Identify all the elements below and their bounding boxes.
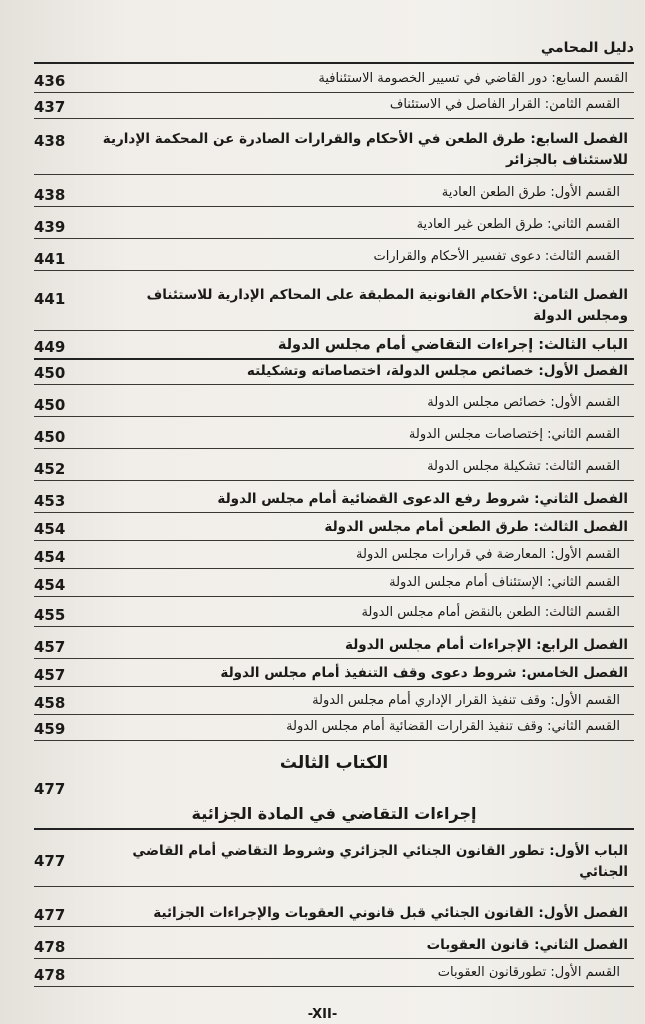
toc-entry bbox=[34, 330, 634, 360]
toc-entry-text: الفصل الثامن: الأحكام القانونية المطبقة على المحاكم الإدارية للاستئناف ومجلس الدولة bbox=[146, 287, 628, 324]
toc-entry-page: 478 bbox=[34, 938, 66, 956]
toc-entry bbox=[34, 358, 634, 385]
toc-entry-text: القسم الأول: المعارضة في قرارات مجلس الدولة bbox=[356, 547, 620, 562]
toc-entry bbox=[34, 740, 634, 776]
toc-entry bbox=[34, 714, 634, 741]
running-header bbox=[34, 38, 634, 64]
toc-entry-text: القسم الأول: وقف تنفيذ القرار الإداري أمام مجلس الدولة bbox=[312, 693, 620, 708]
toc-entry-page: 450 bbox=[34, 428, 66, 446]
toc-entry-page: 438 bbox=[34, 186, 66, 204]
toc-entry-page: 477 bbox=[34, 906, 66, 924]
toc-entry-text: القسم الثالث: دعوى تفسير الأحكام والقرارات bbox=[373, 249, 620, 264]
toc-entry-page: 436 bbox=[34, 72, 66, 90]
toc-entry bbox=[34, 568, 634, 597]
table-of-contents bbox=[34, 66, 634, 992]
toc-entry-text: الفصل السابع: طرق الطعن في الأحكام والقرارات الصادرة عن المحكمة الإدارية للاستئناف بالجزائر bbox=[102, 131, 628, 168]
toc-entry bbox=[34, 480, 634, 513]
header-title: دليل المحامي bbox=[540, 40, 634, 56]
toc-entry-text: الفصل الخامس: شروط دعوى وقف التنفيذ أمام مجلس الدولة bbox=[220, 665, 628, 681]
toc-entry-text: الباب الثالث: إجراءات التقاضي أمام مجلس الدولة bbox=[277, 337, 628, 353]
toc-entry bbox=[34, 828, 634, 887]
toc-entry bbox=[34, 270, 634, 331]
toc-entry-text: الفصل الأول: خصائص مجلس الدولة، اختصاصاته وتشكيلته bbox=[246, 363, 628, 379]
toc-entry-page: 450 bbox=[34, 364, 66, 382]
toc-entry-text: القسم الثاني: طرق الطعن غير العادية bbox=[416, 217, 620, 232]
toc-entry-page: 454 bbox=[34, 520, 66, 538]
toc-entry-page: 459 bbox=[34, 720, 66, 738]
toc-entry bbox=[34, 206, 634, 239]
toc-entry bbox=[34, 926, 634, 959]
toc-entry-text: الباب الأول: تطور القانون الجنائي الجزائري وشروط التقاضي أمام القاضي الجنائي bbox=[132, 843, 628, 880]
book-title: إجراءات التقاضي في المادة الجزائية bbox=[191, 804, 477, 823]
toc-entry bbox=[34, 92, 634, 119]
toc-entry-text: القسم الأول: تطورقانون العقوبات bbox=[437, 965, 620, 980]
toc-entry-page: 452 bbox=[34, 460, 66, 478]
toc-entry-page: 453 bbox=[34, 492, 66, 510]
toc-entry bbox=[34, 238, 634, 271]
toc-entry-page: 458 bbox=[34, 694, 66, 712]
toc-entry-page: 441 bbox=[34, 290, 66, 308]
toc-entry-text: القسم الأول: خصائص مجلس الدولة bbox=[427, 395, 620, 410]
toc-entry-page: 478 bbox=[34, 966, 66, 984]
toc-entry-text: القسم الأول: طرق الطعن العادية bbox=[441, 185, 620, 200]
toc-entry-text: القسم الثالث: الطعن بالنقض أمام مجلس الدولة bbox=[361, 605, 620, 620]
toc-entry-text: القسم الثامن: القرار الفاصل في الاستئناف bbox=[389, 97, 620, 112]
book-heading: الكتاب الثالث bbox=[279, 753, 389, 773]
toc-entry bbox=[34, 658, 634, 687]
toc-entry bbox=[34, 66, 634, 93]
toc-entry bbox=[34, 118, 634, 175]
toc-entry-page: 438 bbox=[34, 132, 66, 150]
toc-entry bbox=[34, 886, 634, 927]
toc-entry-page: 455 bbox=[34, 606, 66, 624]
toc-entry-text: الفصل الرابع: الإجراءات أمام مجلس الدولة bbox=[345, 637, 628, 653]
header-rule bbox=[34, 62, 634, 64]
toc-entry bbox=[34, 540, 634, 569]
toc-entry-page: 457 bbox=[34, 638, 66, 656]
toc-entry bbox=[34, 384, 634, 417]
toc-entry-page: 437 bbox=[34, 98, 66, 116]
toc-entry bbox=[34, 174, 634, 207]
toc-entry bbox=[34, 958, 634, 987]
toc-entry bbox=[34, 416, 634, 449]
toc-entry bbox=[34, 512, 634, 541]
toc-entry-text: الفصل الثاني: قانون العقوبات bbox=[426, 937, 628, 953]
toc-entry bbox=[34, 596, 634, 627]
toc-entry-page: 449 bbox=[34, 338, 66, 356]
toc-entry-page: 450 bbox=[34, 396, 66, 414]
toc-entry-page: 441 bbox=[34, 250, 66, 268]
toc-entry-text: القسم الثاني: وقف تنفيذ القرارات القضائية أمام مجلس الدولة bbox=[286, 719, 620, 734]
toc-entry-page: 477 bbox=[34, 780, 66, 798]
toc-entry-page: 454 bbox=[34, 548, 66, 566]
toc-entry bbox=[34, 686, 634, 715]
toc-entry bbox=[34, 776, 634, 830]
toc-entry-text: القسم السابع: دور القاضي في تسيير الخصومة الاستئنافية bbox=[318, 71, 628, 86]
toc-entry-page: 457 bbox=[34, 666, 66, 684]
toc-entry bbox=[34, 448, 634, 481]
toc-entry-page: 454 bbox=[34, 576, 66, 594]
toc-entry-text: الفصل الثالث: طرق الطعن أمام مجلس الدولة bbox=[324, 519, 628, 535]
toc-entry-text: القسم الثاني: إختصاصات مجلس الدولة bbox=[408, 427, 620, 442]
toc-entry bbox=[34, 626, 634, 659]
toc-entry-page: 439 bbox=[34, 218, 66, 236]
toc-entry-text: القسم الثالث: تشكيلة مجلس الدولة bbox=[427, 459, 620, 474]
toc-entry-text: الفصل الأول: القانون الجنائي قبل قانوني العقوبات والإجراءات الجزائية bbox=[153, 905, 628, 921]
toc-entry-text: الفصل الثاني: شروط رفع الدعوى القضائية أمام مجلس الدولة bbox=[217, 491, 628, 507]
toc-entry-page: 477 bbox=[34, 852, 66, 870]
toc-entry-text: القسم الثاني: الإستئناف أمام مجلس الدولة bbox=[389, 575, 620, 590]
page-marker: -XII- bbox=[307, 1007, 338, 1022]
